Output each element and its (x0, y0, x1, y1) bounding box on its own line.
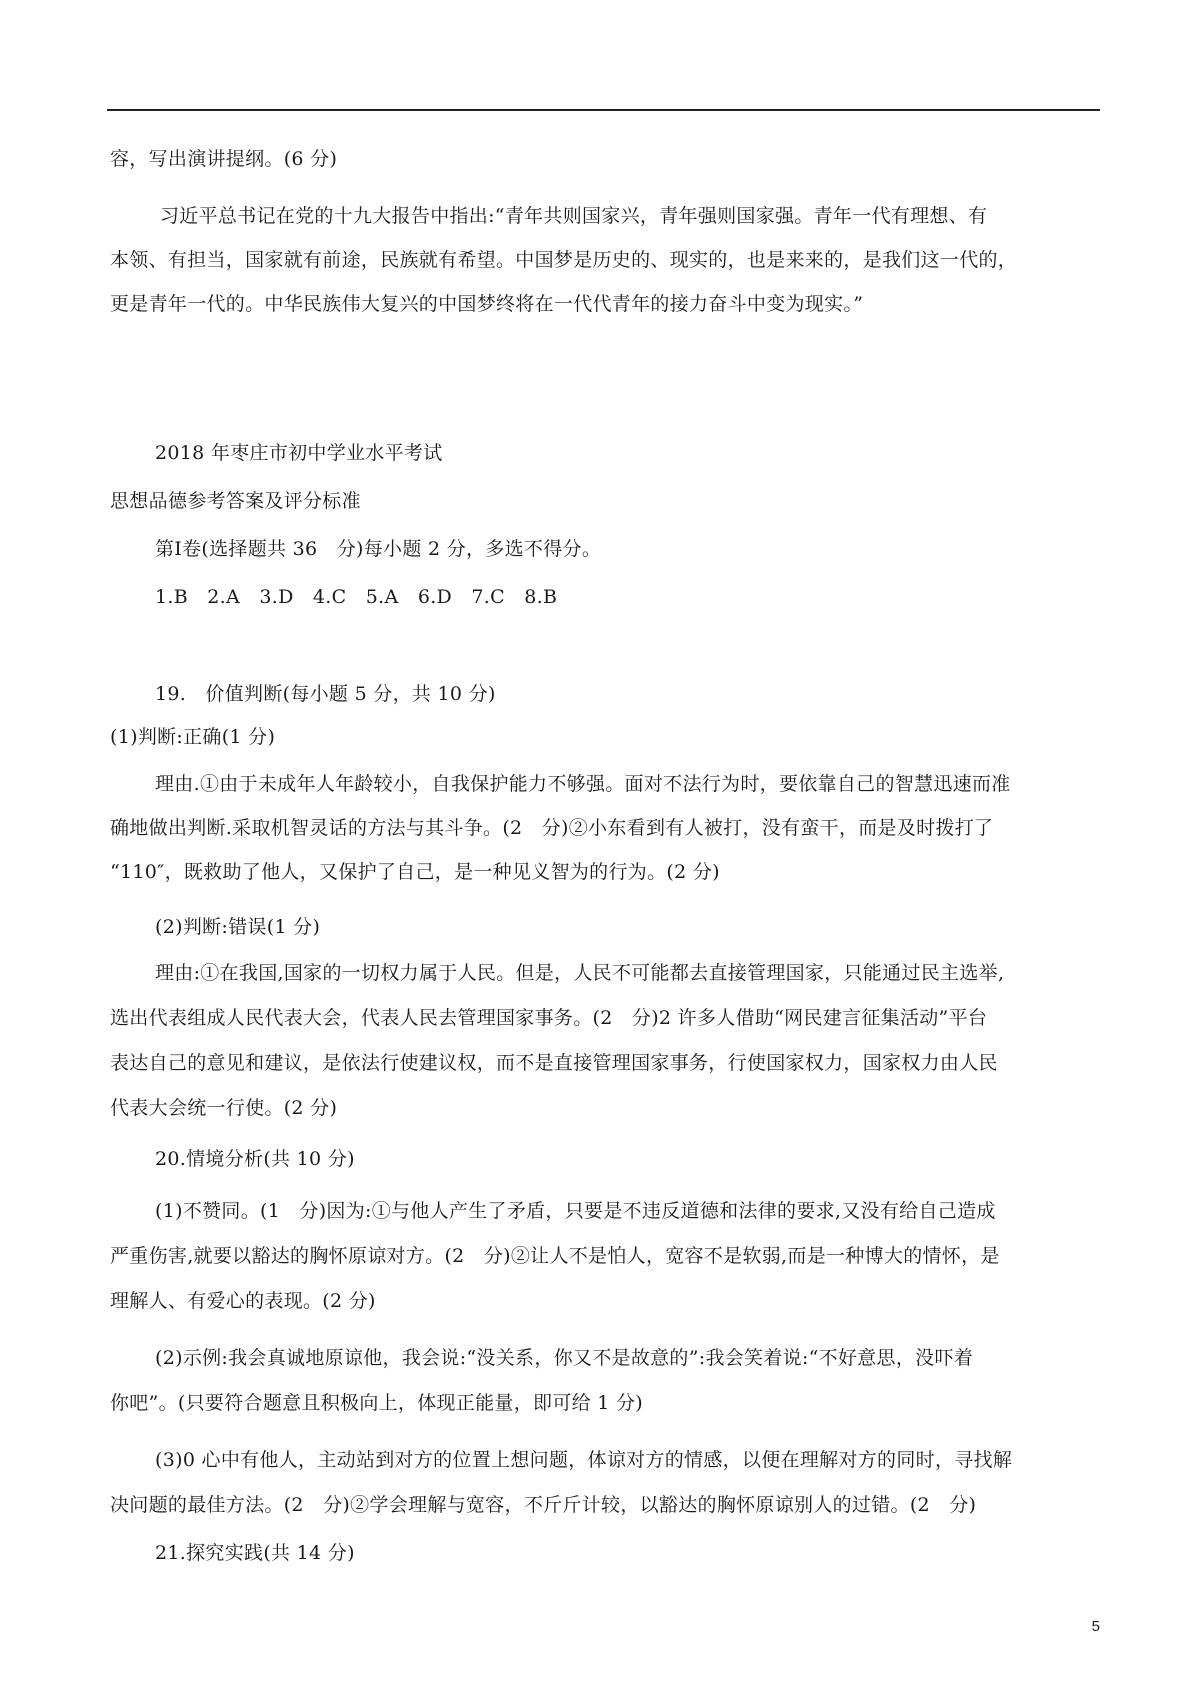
multiple-choice-answers: 1.B 2.A 3.D 4.C 5.A 6.D 7.C 8.B (155, 586, 558, 608)
text-line: “110″，既救助了他人，又保护了自己，是一种见义智为的行为。(2 分) (110, 861, 720, 883)
text-line: 选出代表组成人民代表大会，代表人民去管理国家事务。(2 分)2 许多人借助“网民建言征集活动”平台 (110, 1007, 988, 1029)
text-line: 决问题的最佳方法。(2 分)②学会理解与宽容，不斤斤计较，以豁达的胸怀原谅别人的过错。(2 分) (110, 1494, 977, 1516)
text-line: (1)不赞同。(1 分)因为:①与他人产生了矛盾，只要是不违反道德和法律的要求,又没有给自己造成 (155, 1200, 996, 1222)
text-line: 理由.①由于未成年人年龄较小，自我保护能力不够强。面对不法行为时，要依靠自己的智慧迅速而准 (155, 773, 1011, 795)
text-line: 代表大会统一行使。(2 分) (110, 1097, 338, 1119)
text-line: 更是青年一代的。中华民族伟大复兴的中国梦终将在一代代青年的接力奋斗中变为现实。” (110, 293, 864, 315)
text-line: 理由:①在我国,国家的一切权力属于人民。但是，人民不可能都去直接管理国家，只能通过民主选举, (155, 962, 1005, 984)
text-line: (2)示例:我会真诚地原谅他，我会说:“没关系，你又不是故意的”:我会笑着说:“不好意思，没吓着 (155, 1347, 974, 1369)
question-heading: 21.探究实践(共 14 分) (155, 1542, 355, 1564)
text-line: 确地做出判断.采取机智灵话的方法与其斗争。(2 分)②小东看到有人被打，没有蛮干，而是及时拨打了 (110, 817, 994, 839)
text-line: 理解人、有爱心的表现。(2 分) (110, 1290, 376, 1312)
text-line: (1)判断:正确(1 分) (110, 726, 276, 748)
text-line: 容，写出演讲提纲。(6 分) (110, 148, 338, 170)
question-heading: 20.情境分析(共 10 分) (155, 1148, 355, 1170)
text-line: 严重伤害,就要以豁达的胸怀原谅对方。(2 分)②让人不是怕人，宽容不是软弱,而是一种博大的情怀，是 (110, 1245, 1000, 1267)
text-line: 表达自己的意见和建议，是依法行使建议权，而不是直接管理国家事务，行使国家权力，国家权力由人民 (110, 1052, 998, 1074)
header-rule (107, 109, 1100, 111)
section-heading: 第Ⅰ卷(选择题共 36 分)每小题 2 分，多选不得分。 (155, 538, 602, 560)
text-line: 习近平总书记在党的十九大报告中指出:“青年共则国家兴，青年强则国家强。青年一代有理想、有 (160, 205, 988, 227)
question-heading: 19. 价值判断(每小题 5 分，共 10 分) (155, 683, 496, 705)
text-line: (3)0 心中有他人，主动站到对方的位置上想问题，体谅对方的情感，以便在理解对方的同时，寻找解 (155, 1449, 1013, 1471)
text-line: 本领、有担当，国家就有前途，民族就有希望。中国梦是历史的、现实的，也是来来的，是我们这一代的， (110, 249, 1018, 271)
text-line: (2)判断:错误(1 分) (155, 916, 321, 938)
exam-title: 2018 年枣庄市初中学业水平考试 (155, 442, 443, 464)
page-number: 5 (1091, 1618, 1100, 1635)
answer-key-title: 思想品德参考答案及评分标准 (110, 490, 361, 512)
text-line: 你吧”。(只要符合题意且积极向上，体现正能量，即可给 1 分) (110, 1392, 644, 1414)
